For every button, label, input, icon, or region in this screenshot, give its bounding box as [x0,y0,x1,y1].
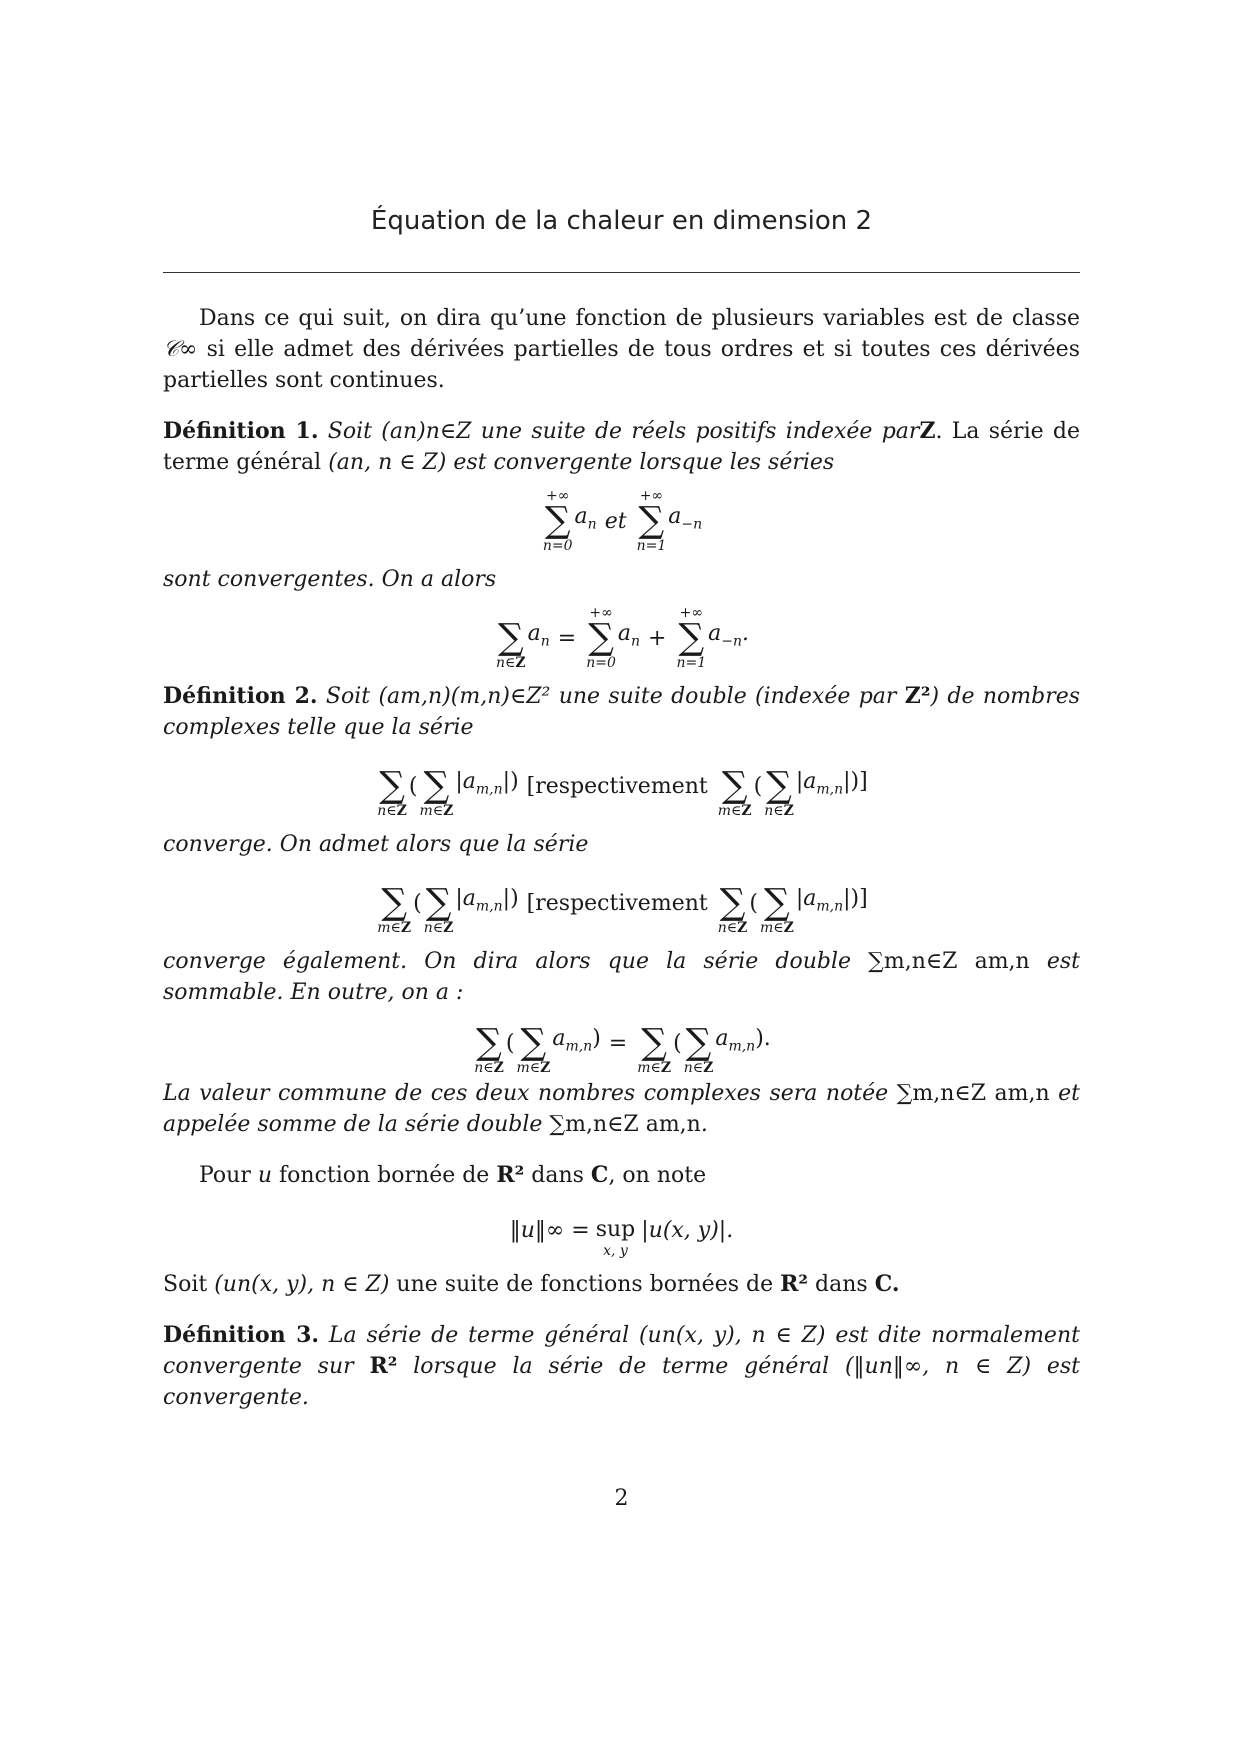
def2-sequence: (am,n)(m,n)∈Z² [378,684,551,709]
equation-sum-over-z: ∑ n∈Z $a_n$ = +∞ ∑ n=0 $a_n$ + +∞ ∑ n=1 $a_{-n}$. [496,605,749,671]
document-body [163,303,1080,1413]
norm-intro: Pour u fonction bornée de R² dans C, on note [199,1162,707,1188]
definition-3: Définition 3. La série de terme général (un(x, y), n ∈ Z) est dite normalement convergente sur R² lorsque la série de terme général (‖un‖∞, n ∈ Z) est convergente. [163,1322,1081,1410]
equation-fubini: ∑ n∈Z ( ∑ m∈Z $a_{m,n}$) = ∑ m∈Z ( ∑ n∈Z $a_{m,n}$). [474,1022,771,1076]
page-number: 2 [614,1486,629,1511]
def2-summable-text: converge également. On dira alors que la série double ∑m,n∈Z am,n est sommable. En outre, on a : [163,949,1080,1005]
definition-2-label: Définition 2. [163,683,318,709]
definition-1-label: Définition 1. [163,418,319,444]
equation-series-pair: +∞ ∑ n=0 $a_n$ et +∞ ∑ n=1 $a_{-n}$ [542,488,703,554]
page-header-title: Équation de la chaleur en dimension 2 [370,206,873,236]
equation-double-series-2: ∑ m∈Z ( ∑ n∈Z $|a_{m,n}|$) [respectivement ∑ n∈Z ( ∑ m∈Z $|a_{m,n}|$)] [377,882,868,936]
def2-common-value-text: La valeur commune de ces deux nombres complexes sera notée ∑m,n∈Z am,n et appelée somme de la série double ∑m,n∈Z am,n. [163,1081,1081,1137]
equation-double-series-1: ∑ n∈Z ( ∑ m∈Z $|a_{m,n}|$) [respectivement ∑ m∈Z ( ∑ n∈Z $|a_{m,n}|$)] [377,765,868,819]
definition-3-label: Définition 3. [163,1322,320,1348]
equation-sup-norm: ‖u‖∞ = sup x, y |u(x, y)|. [509,1217,734,1259]
def1-continuation: sont convergentes. On a alors [163,567,497,592]
def2-converge-text: converge. On admet alors que la série [163,832,589,857]
def1-sequence: (an)n∈Z [381,419,472,444]
class-c-infinity-symbol: 𝒞∞ [163,337,198,362]
header-rule [163,272,1080,273]
definition-1: Définition 1. Soit (an)n∈Z une suite de réels positifs indexée parZ. La série de terme général (an, n ∈ Z) est convergente lorsque les séries [163,418,1080,475]
sequence-line: Soit (un(x, y), n ∈ Z) une suite de fonctions bornées de R² dans C. [163,1271,900,1297]
intro-paragraph: Dans ce qui suit, on dira qu’une fonction de plusieurs variables est de classe 𝒞∞ si elle admet des dérivées partielles de tous ordres et si toutes ces dérivées partielles sont continues. [163,306,1080,393]
definition-2: Définition 2. Soit (am,n)(m,n)∈Z² une suite double (indexée par Z²) de nombres complexes telle que la série [163,683,1081,740]
